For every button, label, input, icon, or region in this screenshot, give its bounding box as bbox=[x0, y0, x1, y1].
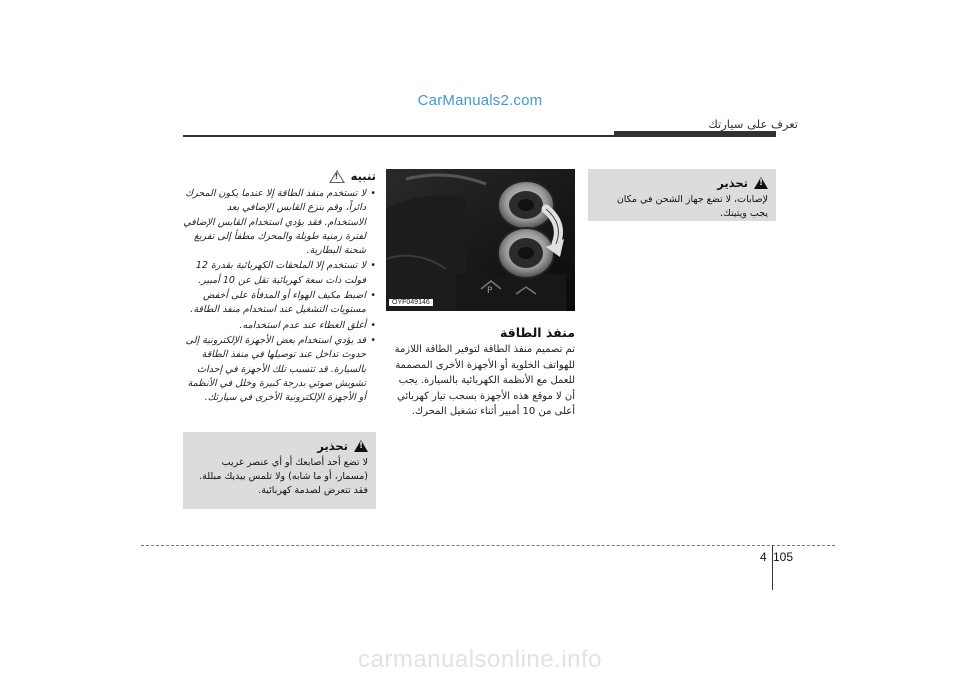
svg-text:P: P bbox=[487, 286, 493, 296]
footer-rule bbox=[141, 545, 835, 546]
caution-text-right: لإصابات، لا تضع جهاز الشحن في مكان يجب ويتينك. bbox=[616, 194, 768, 219]
header-title: تعرف على سيارتك bbox=[708, 117, 798, 131]
list-item: • قد يؤدي استخدام بعض الأجهزة الإلكترونية إلى حدوث تداخل عند توصيلها في منفذ الطاقة بالسيارة. قد تتسبب تلك الأجهزة في إحداث تشويش صوتي بدرجة كبيرة وخلل في الأنظمة أو الأجهزة الإلكترونية الأخرى في سيارتك. bbox=[183, 334, 376, 405]
header-rule-accent bbox=[614, 131, 776, 137]
list-item: • لا تستخدم إلا الملحقات الكهربائية بقدرة 12 فولت ذات سعة كهربائية تقل عن 10 أمبير. bbox=[183, 259, 376, 288]
caution-box-left bbox=[183, 432, 376, 509]
section-title: منفذ الطاقة bbox=[499, 325, 575, 340]
warning-icon bbox=[754, 177, 768, 189]
caution-icon: ! bbox=[329, 170, 345, 183]
caution-heading-right bbox=[596, 176, 768, 190]
caution-heading-left bbox=[191, 439, 368, 453]
chapter-number: 4 bbox=[760, 550, 767, 564]
figure-code: OYF049146 bbox=[389, 299, 433, 306]
section-body: تم تصميم منفذ الطاقة لتوفير الطاقة اللازمة للهواتف الخلوية أو الأجهزة الأخرى المصممة للعمل مع الأنظمة الكهربائية بالسيارة. يجب أن لا موقع هذه الأجهزة بسحب تيار كهربائي أعلى من 10 أمبير أثناء تشغيل المحرك. bbox=[394, 344, 575, 417]
caution-title-left: تحذير bbox=[317, 439, 348, 453]
caution-text-left: لا تضع أحد أصابعك أو أي عنصر غريب (مسمار، أو ما شابه) ولا تلمس بيديك مبللة. فقد تتعرض لصدمة كهربائية. bbox=[199, 457, 368, 496]
caution-title-right: تحذير bbox=[717, 176, 748, 190]
list-item: • اضبط مكيف الهواء أو المدفأة على أخفض مستويات التشغيل عند استخدام منفذ الطاقة. bbox=[183, 289, 376, 318]
warning-icon bbox=[354, 440, 368, 452]
power-outlet-illustration bbox=[386, 169, 575, 311]
caution-box-right bbox=[588, 169, 776, 221]
watermark-top: CarManuals2.com bbox=[417, 92, 543, 109]
note-box bbox=[183, 169, 376, 406]
page-number: 105 bbox=[773, 550, 794, 564]
list-item: • أغلق الغطاء عند عدم استخدامه. bbox=[183, 319, 376, 333]
watermark-bottom: carmanualsonline.info bbox=[358, 646, 602, 673]
note-heading bbox=[183, 169, 376, 183]
note-list bbox=[183, 187, 376, 405]
note-title: تنبيه bbox=[350, 169, 376, 183]
list-item: • لا تستخدم منفذ الطاقة إلا عندما يكون المحرك دائراً، وقم بنزع القابس الإضافي بعد الاستخدام. فقد يؤدي استخدام القابس الإضافي لفترة زمنية طويلة والمحرك مطفأ إلى تفريغ شحنة البطارية. bbox=[183, 187, 376, 258]
power-outlet-photo bbox=[386, 169, 575, 311]
